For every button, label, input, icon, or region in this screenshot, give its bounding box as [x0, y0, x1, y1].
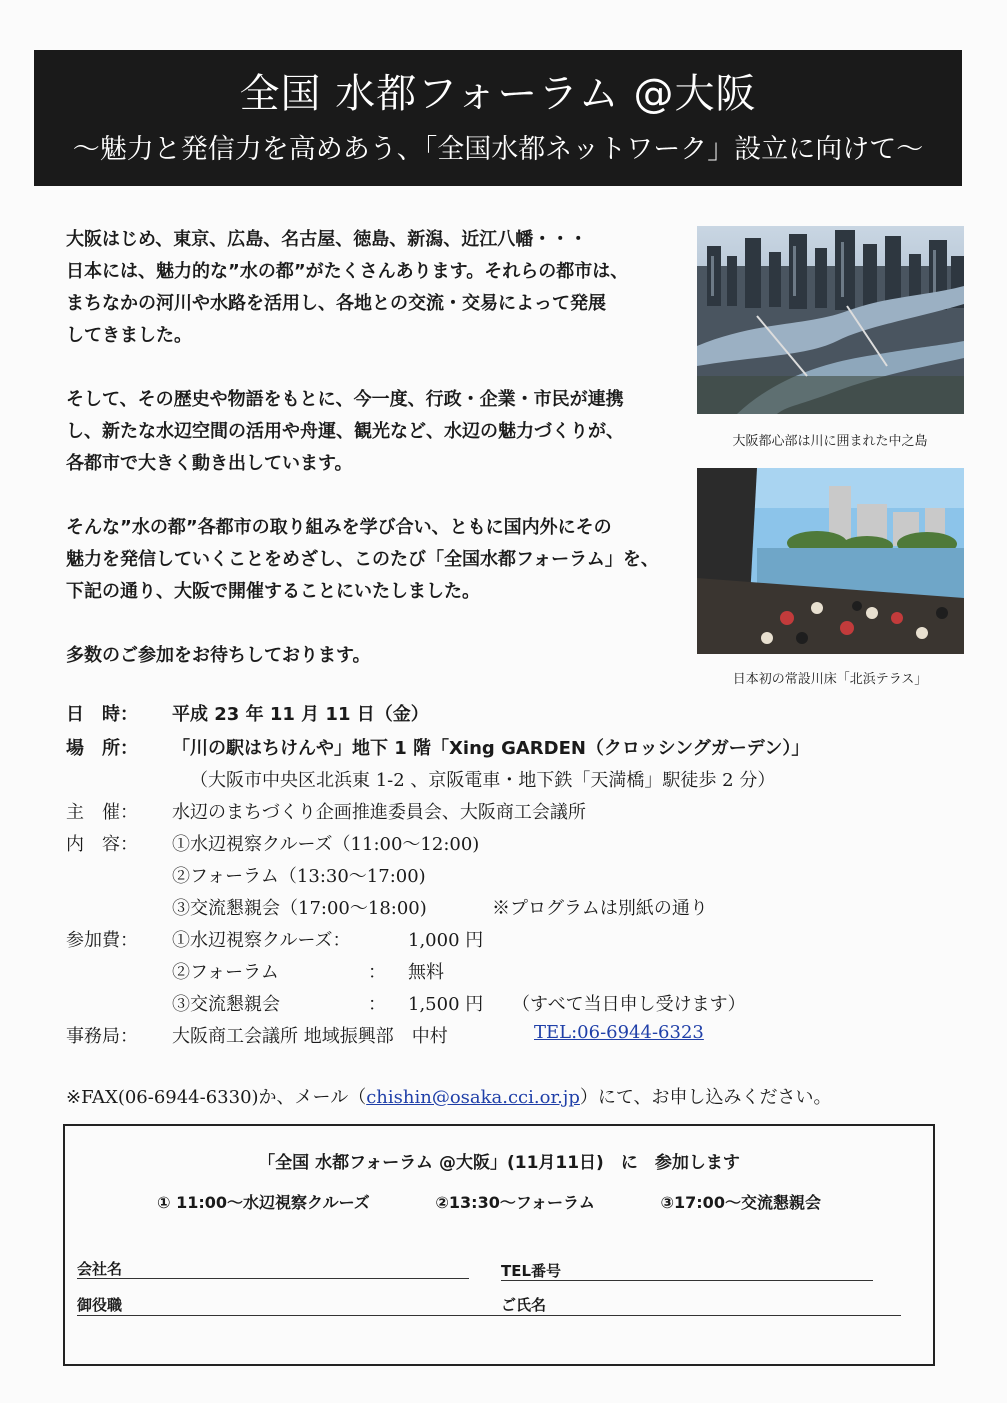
intro-text: [66, 224, 686, 704]
page-subtitle: ～魅力と発信力を高めあう、「全国水都ネットワーク」設立に向けて～: [72, 134, 924, 165]
position-name-field-line[interactable]: [77, 1315, 901, 1316]
form-options: [157, 1190, 881, 1213]
page-title: 全国 水都フォーラム @大阪: [239, 71, 757, 117]
option-cruise[interactable]: ① 11:00～水辺視察クルーズ: [157, 1193, 370, 1212]
position-field-label: 御役職: [77, 1296, 123, 1314]
header-banner: [34, 50, 962, 186]
intro-paragraph-4: 多数のご参加をお待ちしております。: [66, 645, 371, 666]
intro-paragraph-2: そして、その歴史や物語をもとに、今一度、行政・企業・市民が連携 し、新たな水辺空間の活用や舟運、観光など、水辺の魅力づくりが、 各都市で大きく動き出しています。: [66, 389, 624, 474]
photo-caption-1: 大阪都心部は川に囲まれた中之島: [732, 434, 928, 449]
photo-caption-2: 日本初の常設川床「北浜テラス」: [732, 672, 928, 687]
nakanoshima-aerial-photo: [697, 226, 964, 414]
name-field-label: ご氏名: [501, 1296, 547, 1314]
intro-paragraph-1: 大阪はじめ、東京、広島、名古屋、徳島、新潟、近江八幡・・・ 日本には、魅力的な”水の都”がたくさんあります。それらの都市は、 まちなかの河川や水路を活用し、各地との交流・交易によって発展 してきました。: [66, 229, 629, 346]
intro-paragraph-3: そんな”水の都”各都市の取り組みを学び合い、ともに国内外にその 魅力を発信していくことをめざし、このたび「全国水都フォーラム」を、 下記の通り、大阪で開催することにいたしました。: [66, 517, 659, 602]
company-field[interactable]: [77, 1278, 469, 1279]
application-instructions: ※FAX(06-6944-6330)か、メール（chishin@osaka.cci.or.jp）にて、お申し込みください。: [66, 1087, 832, 1108]
email-link[interactable]: chishin@osaka.cci.or.jp: [366, 1087, 580, 1108]
form-headline: 「全国 水都フォーラム @大阪」(11月11日) に 参加します: [258, 1153, 740, 1173]
content-note: ※プログラムは別紙の通り: [492, 898, 708, 919]
tel-field-label: TEL番号: [501, 1262, 562, 1280]
fee-note: （すべて当日申し受けます）: [512, 994, 746, 1015]
option-party[interactable]: ③17:00～交流懇親会: [660, 1193, 821, 1212]
registration-form: [63, 1124, 935, 1366]
option-forum[interactable]: ②13:30～フォーラム: [435, 1193, 595, 1212]
kitahama-terrace-photo: [697, 468, 964, 654]
tel-field[interactable]: [501, 1280, 873, 1281]
company-field-label: 会社名: [77, 1260, 123, 1278]
office-tel-link[interactable]: TEL:06-6944-6323: [534, 1022, 704, 1043]
